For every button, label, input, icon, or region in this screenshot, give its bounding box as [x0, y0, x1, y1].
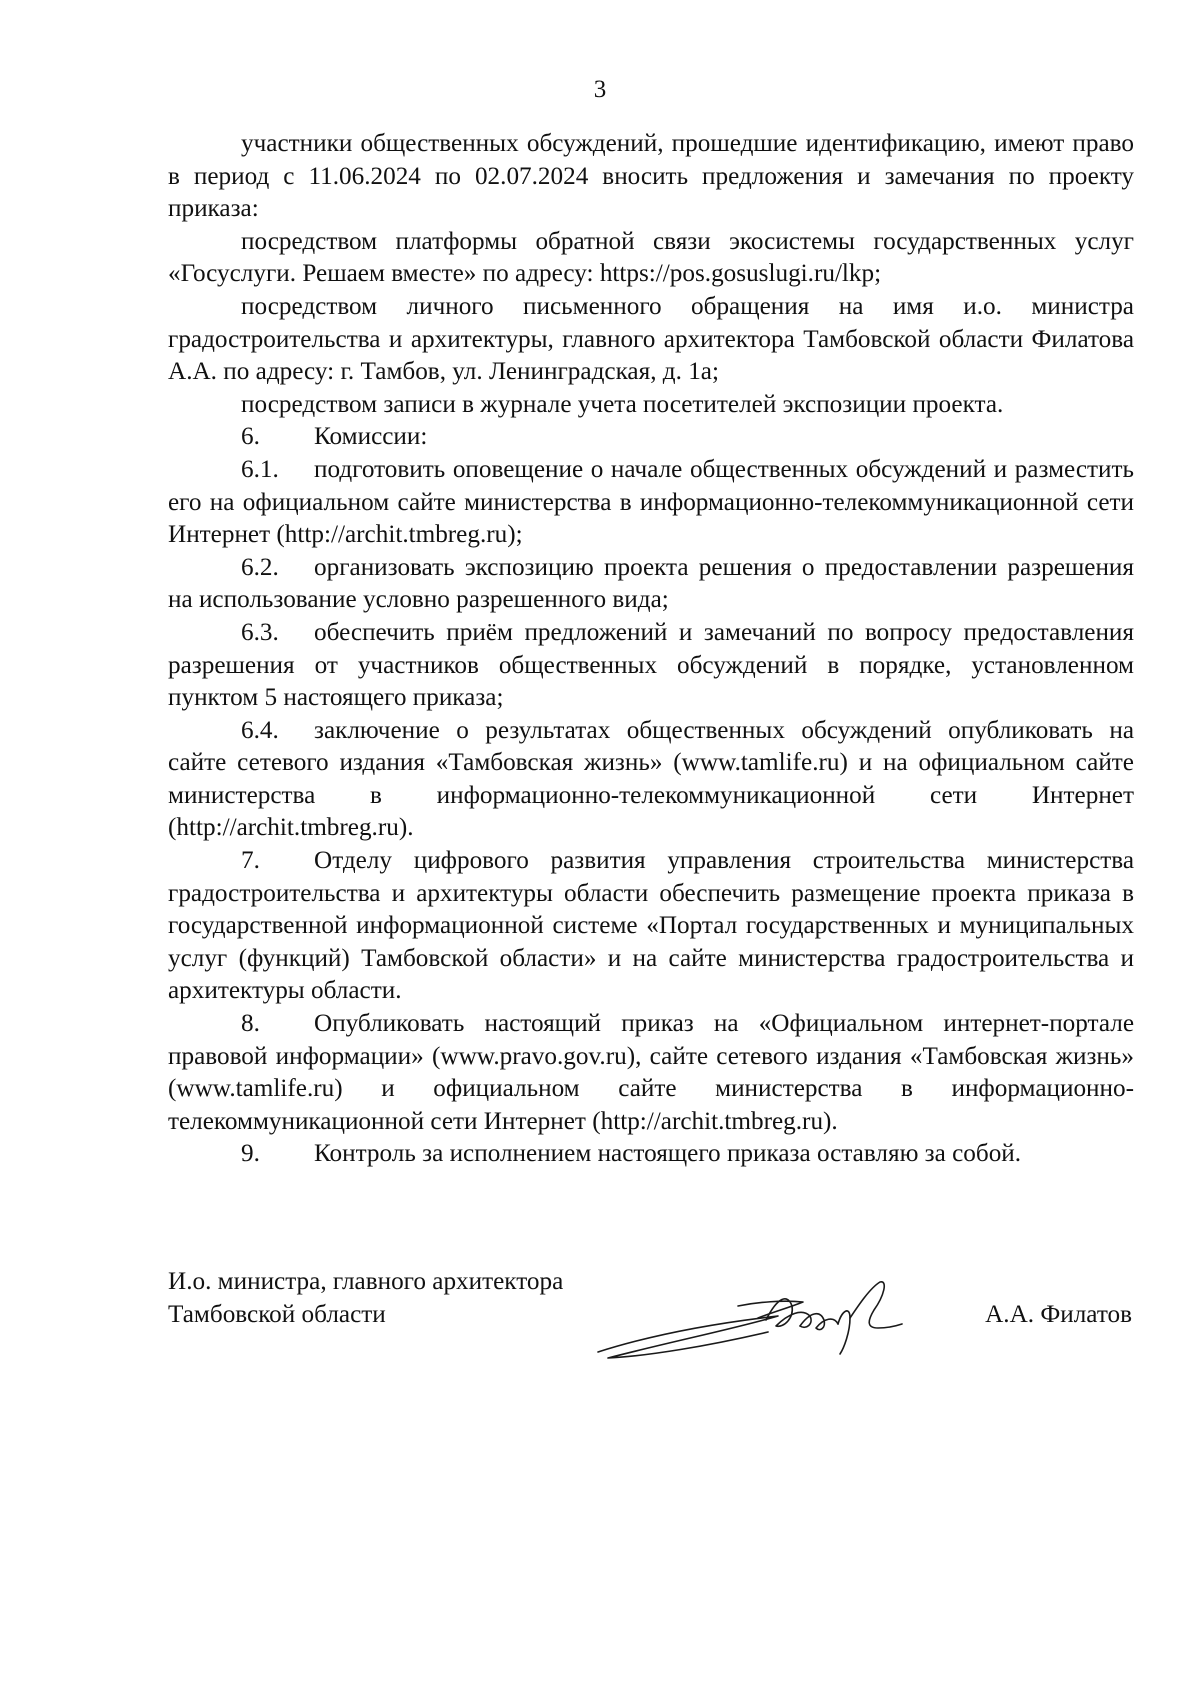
paragraph-gosuslugi-platform [168, 226, 1134, 291]
item-number: 8. [241, 1010, 260, 1038]
item-number: 9. [241, 1140, 260, 1168]
paragraph-item-6-3 [168, 617, 1134, 715]
paragraph-text: Контроль за исполнением настоящего приказа оставляю за собой. [314, 1140, 1022, 1168]
paragraph-text: подготовить оповещение о начале общественных обсуждений и разместить его на официальном сайте министерства в информационно-телекоммуникационной сети Интернет (http://archit.tmbreg.ru); [168, 455, 1134, 549]
signatory-role-line-1: И.о. министра, главного архитектора [168, 1268, 564, 1295]
paragraph-text: Опубликовать настоящий приказ на «Официальном интернет-портале правовой информации» (www.pravo.gov.ru), сайте сетевого издания «Тамбовская жизнь» (www.tamlife.ru) и официальном сайте министерства в информационно-телекоммуникационной сети Интернет (http://archit.tmbreg.ru). [168, 1010, 1134, 1135]
item-number: 7. [241, 847, 260, 875]
paragraph-text: посредством записи в журнале учета посетителей экспозиции проекта. [241, 390, 1004, 418]
paragraph-written-appeal [168, 291, 1134, 389]
paragraph-item-7 [168, 845, 1134, 1008]
item-number: 6.3. [241, 618, 279, 646]
paragraph-item-6-4 [168, 715, 1134, 845]
document-body [168, 128, 1134, 1171]
paragraph-text: Комиссии: [314, 423, 428, 451]
signatory-role [168, 1266, 648, 1331]
paragraph-participants-rights [168, 128, 1134, 226]
item-number: 6.4. [241, 716, 279, 744]
paragraph-text: посредством платформы обратной связи экосистемы государственных услуг «Госуслуги. Решаем вместе» по адресу: https://pos.gosuslugi.ru/lkp; [168, 227, 1134, 288]
item-number: 6. [241, 423, 260, 451]
paragraph-item-6-2 [168, 552, 1134, 617]
paragraph-text: обеспечить приём предложений и замечаний по вопросу предоставления разрешения от участников общественных обсуждений в порядке, установленном пунктом 5 настоящего приказа; [168, 618, 1134, 712]
signature-block [168, 1266, 1134, 1366]
item-number: 6.2. [241, 553, 279, 581]
handwritten-signature [588, 1266, 908, 1366]
paragraph-item-9 [168, 1138, 1134, 1171]
page-number: 3 [593, 76, 607, 103]
paragraph-text: участники общественных обсуждений, прошедшие идентификацию, имеют право в период с 11.06.2024 по 02.07.2024 вносить предложения и замечания по проекту приказа: [168, 130, 1134, 223]
paragraph-item-6 [168, 421, 1134, 454]
paragraph-text: организовать экспозицию проекта решения о предоставлении разрешения на использование условно разрешенного вида; [168, 553, 1134, 614]
signatory-role-line-2: Тамбовской области [168, 1300, 386, 1328]
paragraph-item-8 [168, 1008, 1134, 1138]
item-number: 6.1. [241, 455, 279, 483]
paragraph-item-6-1 [168, 454, 1134, 552]
paragraph-visitor-journal [168, 389, 1134, 422]
paragraph-text: Отделу цифрового развития управления строительства министерства градостроительства и архитектуры области обеспечить размещение проекта приказа в государственной информационной системе «Портал государственных и муниципальных услуг (функций) Тамбовской области» и на сайте министерства градостроительства и архитектуры области. [168, 847, 1134, 1005]
paragraph-text: заключение о результатах общественных обсуждений опубликовать на сайте сетевого издания «Тамбовская жизнь» (www.tamlife.ru) и на официальном сайте министерства в информационно-телекоммуникационной сети Интернет (http://archit.tmbreg.ru). [168, 716, 1134, 842]
signatory-name: А.А. Филатов [985, 1301, 1132, 1328]
paragraph-text: посредством личного письменного обращения на имя и.о. министра градостроительства и архитектуры, главного архитектора Тамбовской области Филатова А.А. по адресу: г. Тамбов, ул. Ленинградская, д. 1а; [168, 292, 1134, 386]
